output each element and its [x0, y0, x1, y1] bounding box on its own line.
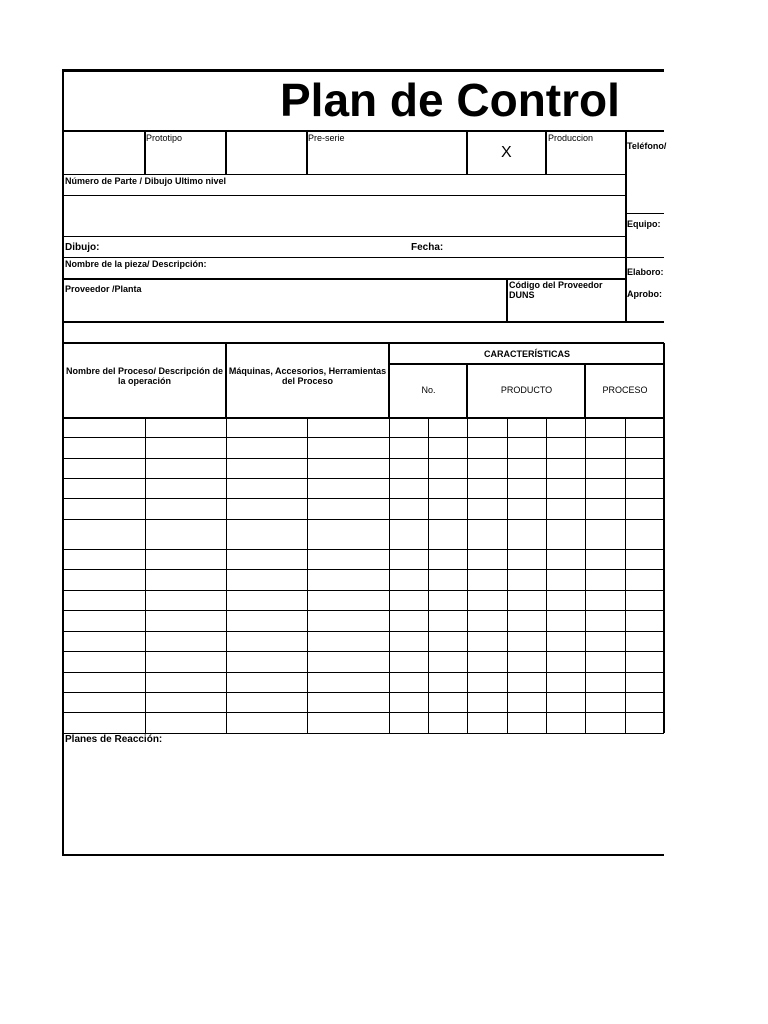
- grid-line: [466, 131, 468, 174]
- table-row-line: [63, 590, 664, 591]
- table-row-line: [63, 478, 664, 479]
- grid-line: [626, 257, 664, 258]
- frame-bottom: [63, 854, 664, 856]
- table-col-line: [389, 418, 390, 733]
- grid-line: [306, 131, 308, 174]
- fecha-label: Fecha:: [411, 242, 444, 253]
- preserie-label: Pre-serie: [308, 133, 345, 143]
- table-row-line: [63, 672, 664, 673]
- grid-line: [63, 195, 626, 196]
- table-row-line: [63, 712, 664, 713]
- grid-line: [62, 343, 64, 418]
- proceso-column-header: PROCESO: [602, 385, 648, 395]
- numero-parte-label: Número de Parte / Dibujo Ultimo nivel: [65, 176, 227, 186]
- grid-line: [63, 257, 626, 258]
- frame-top: [63, 69, 664, 72]
- planes-reaccion-label: Planes de Reacción:: [65, 734, 163, 745]
- equipo-label: Equipo:: [627, 219, 661, 229]
- table-row-line: [63, 569, 664, 570]
- table-col-line: [585, 418, 586, 733]
- header-divider: [63, 321, 664, 323]
- grid-line: [63, 278, 626, 280]
- table-row-line: [63, 651, 664, 652]
- grid-line: [466, 364, 468, 418]
- produccion-label: Produccion: [548, 133, 594, 143]
- maquinas-column-header-line2: del Proceso: [281, 376, 334, 386]
- codigo-proveedor-label: Código del Proveedor: [509, 280, 603, 290]
- prototipo-label: Prototipo: [146, 133, 183, 143]
- grid-line: [389, 363, 664, 365]
- grid-line: [144, 131, 146, 174]
- table-col-line: [507, 418, 508, 733]
- table-col-line: [226, 418, 227, 733]
- table-row-line: [63, 549, 664, 550]
- table-row-line: [63, 458, 664, 459]
- selected-phase-mark[interactable]: X: [501, 144, 512, 161]
- table-col-line: [467, 418, 468, 733]
- grid-line: [545, 131, 547, 174]
- grid-line: [626, 213, 664, 214]
- table-right: [663, 343, 665, 733]
- elaboro-label: Elaboro:: [627, 267, 664, 277]
- table-col-line: [307, 418, 308, 733]
- side-column-divider: [625, 131, 627, 322]
- grid-line: [225, 343, 227, 418]
- producto-column-header: PRODUCTO: [500, 385, 553, 395]
- table-top: [63, 342, 664, 344]
- table-col-line: [625, 418, 626, 733]
- table-row-line: [63, 610, 664, 611]
- proceso-column-header-line2: la operación: [117, 376, 171, 386]
- proceso-column-header-line1: Nombre del Proceso/ Descripción de: [65, 366, 224, 376]
- table-col-line: [145, 418, 146, 733]
- table-row-line: [63, 437, 664, 438]
- grid-line: [63, 236, 626, 237]
- table-col-line: [546, 418, 547, 733]
- grid-line: [63, 174, 626, 175]
- frame-left: [62, 69, 64, 856]
- caracteristicas-label: CARACTERÍSTICAS: [483, 349, 570, 359]
- table-row-line: [63, 498, 664, 499]
- proveedor-label: Proveedor /Planta: [65, 284, 142, 294]
- maquinas-column-header-line1: Máquinas, Accesorios, Herramientas: [228, 366, 387, 376]
- table-row-line: [63, 733, 664, 734]
- nombre-pieza-label: Nombre de la pieza/ Descripción:: [65, 259, 207, 269]
- table-header-bottom: [63, 417, 664, 419]
- page-title: Plan de Control: [280, 74, 620, 126]
- table-row-line: [63, 519, 664, 520]
- title-divider: [63, 130, 664, 132]
- grid-line: [225, 131, 227, 174]
- telefono-label: Teléfono/: [627, 141, 667, 151]
- duns-label: DUNS: [509, 290, 535, 300]
- grid-line: [506, 279, 508, 322]
- table-row-line: [63, 692, 664, 693]
- aprobo-label: Aprobo:: [627, 289, 662, 299]
- table-col-line: [428, 418, 429, 733]
- grid-line: [388, 343, 390, 418]
- dibujo-label: Dibujo:: [65, 242, 100, 253]
- no-column-header: No.: [421, 385, 436, 395]
- grid-line: [584, 364, 586, 418]
- table-row-line: [63, 631, 664, 632]
